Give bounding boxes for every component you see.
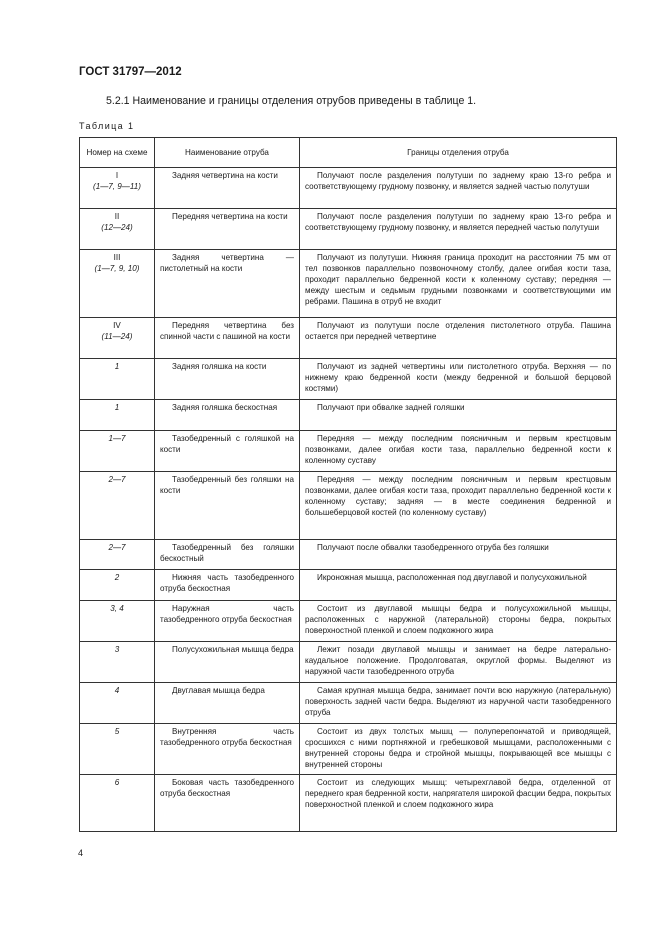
table-header-row [80,138,617,168]
cut-scheme-number [80,359,155,400]
scheme-segment-numbers: 6 [114,778,120,787]
cut-name: Задняя четвертина — пистолетный на кости [155,250,300,318]
quarter-roman-number: III [113,253,121,262]
cut-name: Задняя голяшка бескостная [155,400,300,431]
scheme-segment-numbers: 2 [114,573,120,582]
table-row [80,683,617,724]
cut-scheme-number [80,400,155,431]
scheme-segment-numbers: (1—7, 9, 10) [94,264,140,273]
cut-scheme-number [80,472,155,540]
scheme-segment-numbers: (1—7, 9—11) [93,182,141,191]
table-row [80,601,617,642]
cut-scheme-number [80,724,155,775]
table-row [80,540,617,570]
cut-name: Задняя четвертина на кости [155,168,300,209]
cut-boundaries: Получают из полутуши после отделения пистолетного отруба. Пашина остается при передней четвертине [300,318,617,359]
page-number: 4 [78,848,84,858]
cut-name: Тазобедренный с голяшкой на кости [155,431,300,472]
cut-name: Передняя четвертина на кости [155,209,300,250]
cut-boundaries: Получают при обвалке задней голяшки [300,400,617,431]
cut-name: Передняя четвертина без спинной части с пашиной на кости [155,318,300,359]
table-row [80,359,617,400]
scheme-segment-numbers: 3, 4 [110,604,124,613]
scheme-segment-numbers: 2—7 [108,543,126,552]
cut-name: Боковая часть тазобедренного отруба бескостная [155,775,300,832]
cut-name: Тазобедренный без голяшки на кости [155,472,300,540]
intro-paragraph: 5.2.1 Наименование и границы отделения отрубов приведены в таблице 1. [106,95,477,107]
table-caption: Таблица 1 [79,121,135,131]
table-row [80,472,617,540]
quarter-roman-number: II [114,212,120,221]
cut-name: Задняя голяшка на кости [155,359,300,400]
cut-boundaries: Лежит позади двуглавой мышцы и занимает на бедре латерально-каудальное положение. Продолговатая, округлой формы. Выделяют из наружной части тазобедренного отруба [300,642,617,683]
cut-name: Нижняя часть тазобедренного отруба бескостная [155,570,300,601]
column-header-bounds: Границы отделения отруба [300,138,617,168]
scheme-segment-numbers: 1—7 [108,434,126,443]
table-row [80,775,617,832]
column-header-number: Номер на схеме [80,138,155,168]
cut-scheme-number [80,642,155,683]
table-row [80,400,617,431]
table-row [80,250,617,318]
scheme-segment-numbers: (12—24) [101,223,133,232]
cut-boundaries: Состоит из двуглавой мышцы бедра и полусухожильной мышцы, расположенных с наружной (латеральной) стороны бедра, покрытых поверхностной пленкой и слоем подкожного жира [300,601,617,642]
scheme-segment-numbers: 3 [114,645,120,654]
cut-scheme-number [80,683,155,724]
cut-boundaries: Получают из полутуши. Нижняя граница проходит на расстоянии 75 мм от тел позвонков параллельно позвоночному столбу, далее огибая кости таза, проходит параллельно бедренной кости к коленному суставу; передняя — между шестым и седьмым грудными позвонками и соответствующими им ребрами. Пашина в отруб не входит [300,250,617,318]
table-row [80,318,617,359]
cut-scheme-number [80,775,155,832]
table-row [80,168,617,209]
cut-boundaries: Икроножная мышца, расположенная под двуглавой и полусухожильной [300,570,617,601]
table-row [80,642,617,683]
cut-name: Полусухожильная мышца бедра [155,642,300,683]
scheme-segment-numbers: 5 [114,727,120,736]
scheme-segment-numbers: 4 [114,686,120,695]
cut-scheme-number [80,209,155,250]
cut-scheme-number [80,168,155,209]
cut-boundaries: Получают после разделения полутуши по заднему краю 13-го ребра и соответствующему грудному позвонку, и является задней частью полутуши [300,168,617,209]
cut-name: Тазобедренный без голяшки бескостный [155,540,300,570]
cut-scheme-number [80,570,155,601]
cut-name: Наружная часть тазобедренного отруба бескостная [155,601,300,642]
cuts-table [79,137,617,832]
table-row [80,724,617,775]
cut-boundaries: Самая крупная мышца бедра, занимает почти всю наружную (латеральную) поверхность задней части бедра. Выделяют из наручной части тазобедренного отруба [300,683,617,724]
scheme-segment-numbers: 2—7 [108,475,126,484]
quarter-roman-number: I [115,171,119,180]
table-row [80,431,617,472]
document-code: ГОСТ 31797—2012 [79,66,182,78]
cut-boundaries: Состоит из следующих мышц: четырехглавой бедра, отделенной от переднего края бедренной кости, напрягателя широкой фасции бедра, покрытых поверхностной пленкой и слоем подкожного жира [300,775,617,832]
cut-scheme-number [80,431,155,472]
scheme-segment-numbers: 1 [114,362,120,371]
cut-boundaries: Получают из задней четвертины или пистолетного отруба. Верхняя — по нижнему краю бедренной кости (между бедренной и большой берцовой костями) [300,359,617,400]
cut-boundaries: Получают после обвалки тазобедренного отруба без голяшки [300,540,617,570]
quarter-roman-number: IV [113,321,121,330]
table-row [80,209,617,250]
scheme-segment-numbers: (11—24) [101,332,133,341]
column-header-name: Наименование отруба [155,138,300,168]
cut-scheme-number [80,318,155,359]
cut-scheme-number [80,601,155,642]
cut-scheme-number [80,250,155,318]
scheme-segment-numbers: 1 [114,403,120,412]
cut-name: Внутренняя часть тазобедренного отруба бескостная [155,724,300,775]
cut-scheme-number [80,540,155,570]
table-row [80,570,617,601]
cut-boundaries: Передняя — между последним поясничным и первым крестцовым позвонками, далее огибая кости таза, проходит параллельно бедренной кости к коленному суставу; задняя — в месте соединения бедренной и большеберцовой костей (по коленному суставу) [300,472,617,540]
cut-name: Двуглавая мышца бедра [155,683,300,724]
cut-boundaries: Передняя — между последним поясничным и первым крестцовым позвонками, далее огибая кости таза, параллельно бедренной кости к коленному суставу [300,431,617,472]
cut-boundaries: Состоит из двух толстых мышц — полуперепончатой и приводящей, сросшихся с ними портняжной и гребешковой мышцами, расположенными с внутренней стороны бедра и стройной мышцы, покрывающей все мышцы с внутренней стороны [300,724,617,775]
cut-boundaries: Получают после разделения полутуши по заднему краю 13-го ребра и соответствующему грудному позвонку, и является передней частью полутуши [300,209,617,250]
